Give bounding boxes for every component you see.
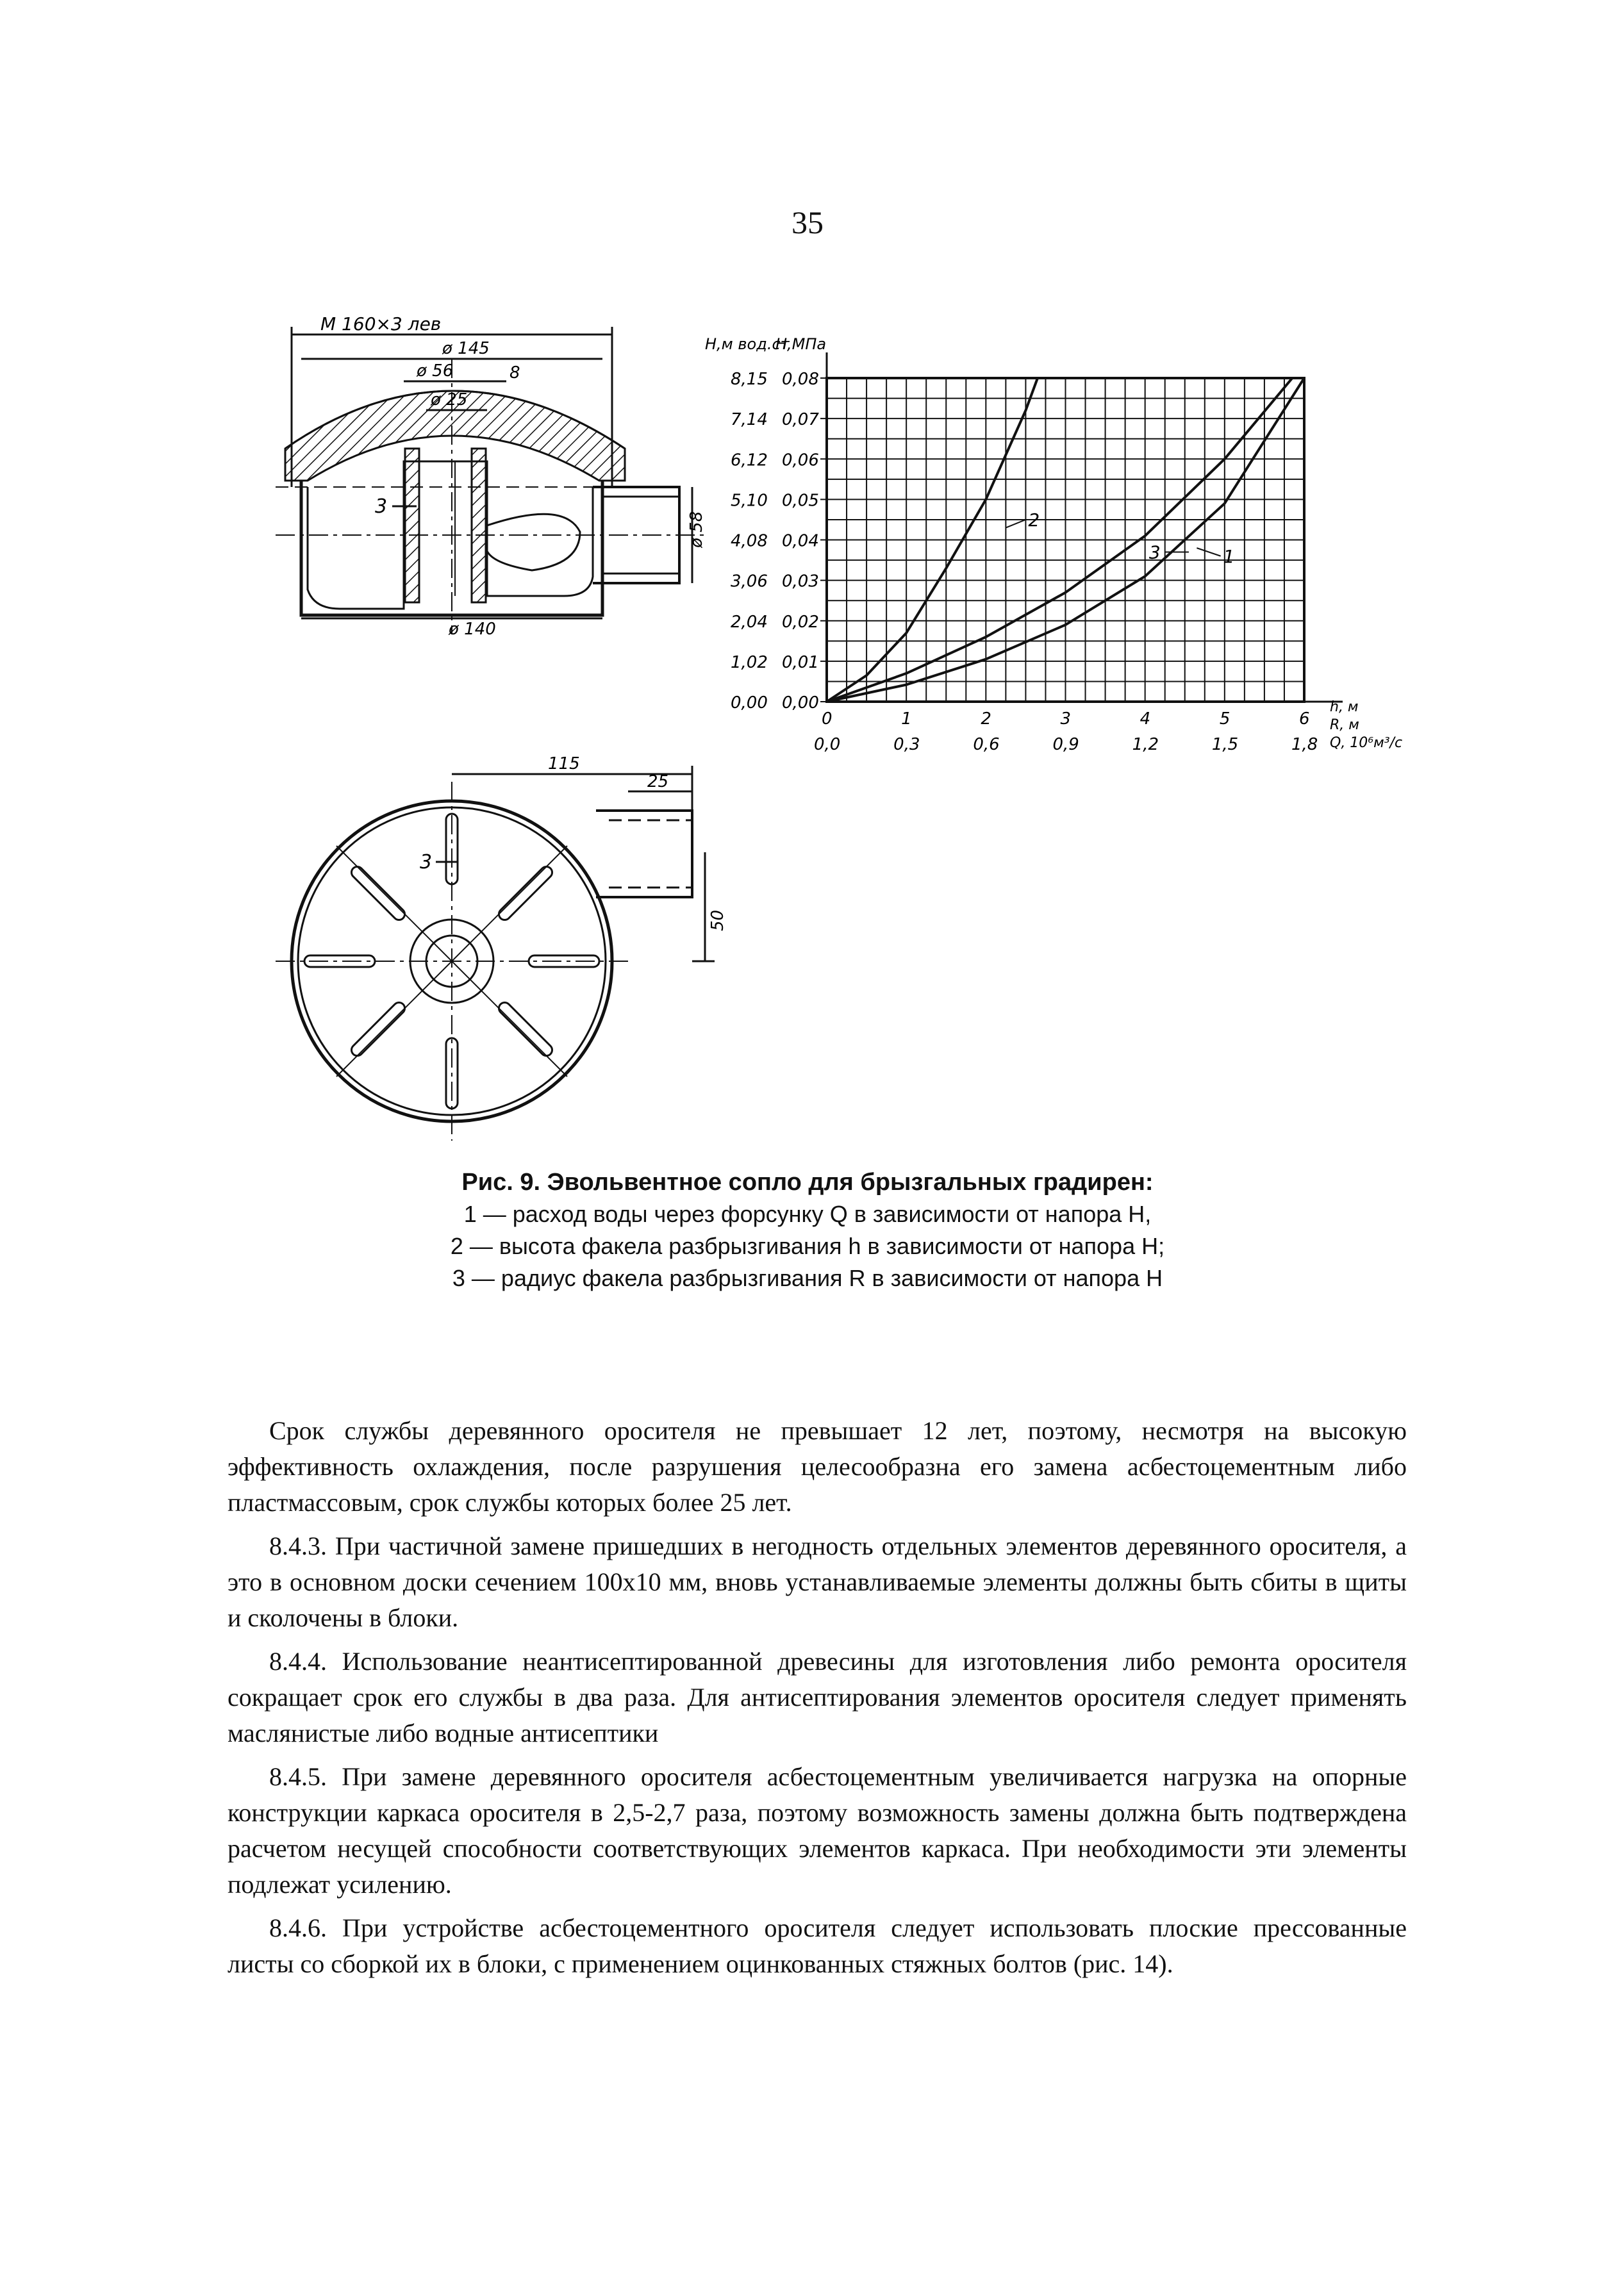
y-tick-label-mpa: 0,02 [782,612,819,632]
paragraph: 8.4.5. При замене деревянного оросителя асбестоцементным увеличивается нагрузка на опорные конструкции каркаса оросителя в 2,5-2,7 раза, поэтому возможность замены должна быть подтверждена расчетом несущей способности соответствующих элементов каркаса. При необходимости эти элементы подлежат усилению. [228,1762,1407,1899]
caption-line-1: 1 — расход воды через форсунку Q в зависимости от напора H, [463,1201,1152,1227]
y-tick-label-h: 2,04 [731,612,768,632]
dim-d58: ø 58 [687,511,706,548]
y-tick-label-h: 6,12 [731,450,768,470]
y-tick-label-h: 3,06 [731,572,768,591]
y-tick-label-h: 1,02 [731,652,768,672]
x-tick-label-bottom: 0,3 [893,735,920,754]
dim-d145: ø 145 [442,339,490,358]
y-tick-label-h: 0,00 [731,693,768,713]
paragraph: 8.4.6. При устройстве асбестоцементного оросителя следует использовать плоские прессованные листы со сборкой их в блоки, с применением оцинкованных стяжных болтов (рис. 14). [228,1913,1407,1978]
dim-thickness: 8 [510,363,520,383]
x-tick-label-top: 1 [901,709,912,729]
plan-callout: 3 [420,851,433,873]
dim-height: 50 [708,909,727,931]
x-tick-label-bottom: 1,5 [1211,735,1239,754]
caption-line-2: 2 — высота факела разбрызгивания h в зависимости от напора H; [450,1233,1165,1259]
dim-d56: ø 56 [417,361,454,381]
series-label-1: 1 [1223,545,1235,567]
x-axis-label: h, м [1330,699,1359,715]
y-axis-title-mpa: H,МПа [775,335,827,353]
x-axis-label: Q, 10⁶м³/с [1330,735,1403,751]
x-tick-label-bottom: 0,9 [1052,735,1079,754]
body-text [228,1413,1407,1990]
y-tick-label-mpa: 0,08 [782,370,819,389]
section-callout: 3 [375,495,388,518]
caption-title: Рис. 9. Эвольвентное сопло для брызгальных градирен: [461,1169,1154,1196]
page-number: 35 [791,204,824,240]
dim-d25: ø 25 [431,390,468,409]
series-label-2: 2 [1028,509,1040,531]
paragraph: 8.4.3. При частичной замене пришедших в негодность отдельных элементов деревянного оросителя, а это в основном доски сечением 100х10 мм, вновь устанавливаемые элементы должны быть сбиты в щиты и сколочены в блоки. [228,1532,1407,1632]
y-tick-label-mpa: 0,05 [782,491,819,511]
x-tick-label-top: 5 [1219,709,1230,729]
x-tick-label-top: 3 [1060,709,1072,729]
figure-caption [359,1166,1256,1294]
dim-offset: 25 [647,772,669,791]
thread-label: М 160×3 лев [320,313,442,334]
paragraph: 8.4.4. Использование неантисептированной древесины для изготовления либо ремонта оросителя сокращает срок его службы в два раза. Для антисептирования элементов оросителя следует применять маслянистые либо водные антисептики [228,1647,1407,1747]
y-tick-label-h: 8,15 [731,370,768,389]
leader-1 [1197,548,1220,556]
x-axis-label: R, м [1330,717,1359,733]
y-tick-label-mpa: 0,06 [782,450,819,470]
y-tick-label-mpa: 0,04 [782,531,819,551]
series-label-3: 3 [1148,541,1161,563]
y-tick-label-h: 5,10 [731,491,768,511]
y-tick-label-h: 7,14 [731,410,768,430]
y-tick-label-h: 4,08 [731,531,768,551]
leader-2 [1006,520,1025,528]
y-tick-label-mpa: 0,07 [782,410,819,430]
chart [705,335,1402,754]
x-tick-label-top: 0 [822,709,833,729]
dim-length: 115 [548,754,580,773]
x-tick-label-top: 4 [1139,709,1151,729]
y-tick-label-mpa: 0,01 [782,652,819,672]
y-tick-label-mpa: 0,00 [782,693,819,713]
y-tick-label-mpa: 0,03 [782,572,819,591]
x-tick-label-top: 2 [981,709,991,729]
chart-grid [827,378,1304,702]
caption-line-3: 3 — радиус факела разбрызгивания R в зависимости от напора H [452,1265,1163,1291]
x-tick-label-bottom: 1,2 [1132,735,1159,754]
y-axis-title-h: H,м вод.ст [705,335,790,353]
nozzle-plan-view [276,766,715,1141]
paragraph: Срок службы деревянного оросителя не превышает 12 лет, поэтому, несмотря на высокую эффективность охлаждения, после разрушения целесообразна его замена асбестоцементным либо пластмассовым, срок службы которых более 25 лет. [228,1416,1407,1517]
x-tick-label-bottom: 1,8 [1291,735,1318,754]
dim-d140: ø 140 [449,620,496,639]
x-tick-label-top: 6 [1299,709,1310,729]
nozzle-section-view [276,327,705,634]
x-tick-label-bottom: 0,0 [814,735,841,754]
x-tick-label-bottom: 0,6 [973,735,1000,754]
